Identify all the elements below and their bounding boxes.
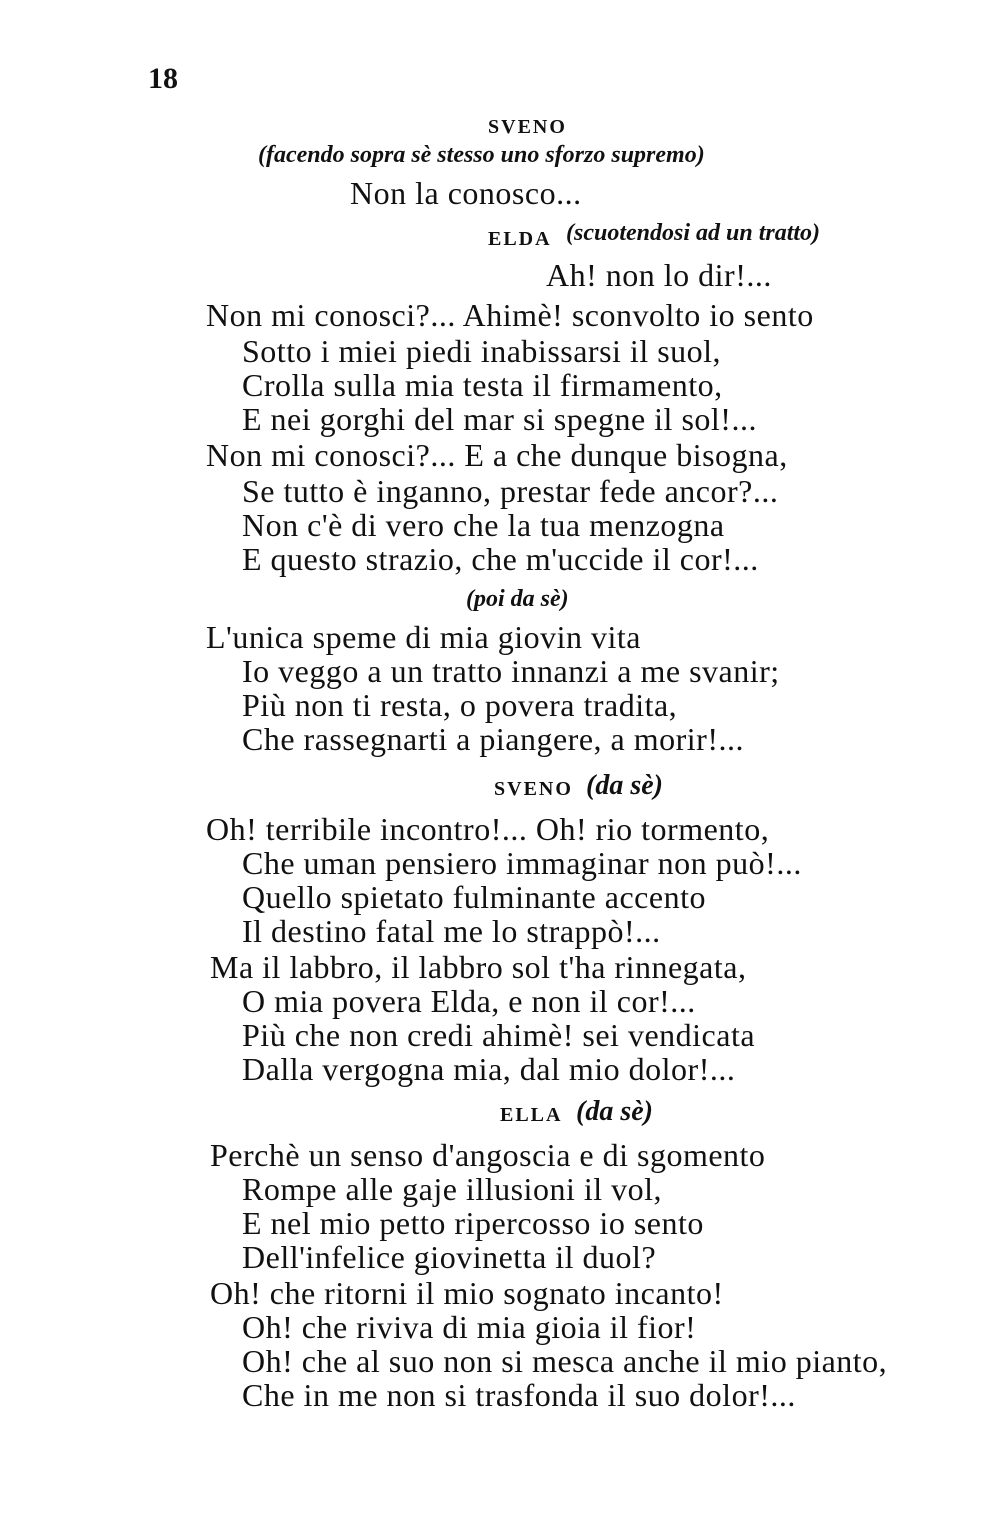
verse-line: Oh! terribile incontro!... Oh! rio tormento,	[206, 811, 770, 847]
verse-line: Ma il labbro, il labbro sol t'ha rinnegata,	[210, 949, 747, 985]
verse-line: Sotto i miei piedi inabissarsi il suol,	[242, 333, 722, 369]
verse-line: Dell'infelice giovinetta il duol?	[242, 1239, 657, 1275]
verse-line: O mia povera Elda, e non il cor!...	[242, 983, 696, 1019]
speaker-sveno: SVENO	[494, 778, 573, 800]
verse-line: Perchè un senso d'angoscia e di sgomento	[210, 1137, 766, 1173]
verse-line: Più che non credi ahimè! sei vendicata	[242, 1017, 756, 1053]
stage-direction: (facendo sopra sè stesso uno sforzo supremo)	[258, 142, 705, 168]
verse-line: Dalla vergogna mia, dal mio dolor!...	[242, 1051, 736, 1087]
stage-direction: (da sè)	[586, 770, 663, 801]
verse-line: Io veggo a un tratto innanzi a me svanir;	[242, 653, 780, 689]
verse-line: Più non ti resta, o povera tradita,	[242, 687, 678, 723]
verse-line: Oh! che riviva di mia gioia il fior!	[242, 1309, 697, 1345]
verse-line: Il destino fatal me lo strappò!...	[242, 913, 661, 949]
verse-line: E nei gorghi del mar si spegne il sol!...	[242, 401, 757, 437]
stage-direction: (da sè)	[576, 1096, 653, 1127]
verse-line: E nel mio petto ripercosso io sento	[242, 1205, 704, 1241]
speaker-sveno: SVENO	[488, 116, 567, 138]
speaker-ella: ELLA	[500, 1104, 563, 1126]
verse-line: E questo strazio, che m'uccide il cor!...	[242, 541, 759, 577]
verse-line: Che uman pensiero immaginar non può!...	[242, 845, 802, 881]
verse-line: Che in me non si trasfonda il suo dolor!...	[242, 1377, 796, 1413]
stage-direction: (scuotendosi ad un tratto)	[566, 220, 821, 246]
stage-direction: (poi da sè)	[466, 586, 569, 612]
verse-line: L'unica speme di mia giovin vita	[206, 619, 641, 655]
verse-line: Rompe alle gaje illusioni il vol,	[242, 1171, 662, 1207]
verse-line: Crolla sulla mia testa il firmamento,	[242, 367, 723, 403]
verse-line: Non mi conosci?... E a che dunque bisogna,	[206, 437, 788, 473]
verse-line: Non mi conosci?... Ahimè! sconvolto io sento	[206, 297, 814, 333]
speaker-elda: ELDA	[488, 228, 552, 250]
verse-line: Se tutto è inganno, prestar fede ancor?...	[242, 473, 779, 509]
verse-line: Che rassegnarti a piangere, a morir!...	[242, 721, 744, 757]
verse-line: Non c'è di vero che la tua menzogna	[242, 507, 725, 543]
verse-line: Ah! non lo dir!...	[546, 257, 772, 293]
verse-line: Quello spietato fulminante accento	[242, 879, 706, 915]
verse-line: Oh! che ritorni il mio sognato incanto!	[210, 1275, 724, 1311]
page-number: 18	[148, 62, 178, 95]
verse-line: Non la conosco...	[350, 175, 582, 211]
verse-line: Oh! che al suo non si mesca anche il mio pianto,	[242, 1343, 888, 1379]
